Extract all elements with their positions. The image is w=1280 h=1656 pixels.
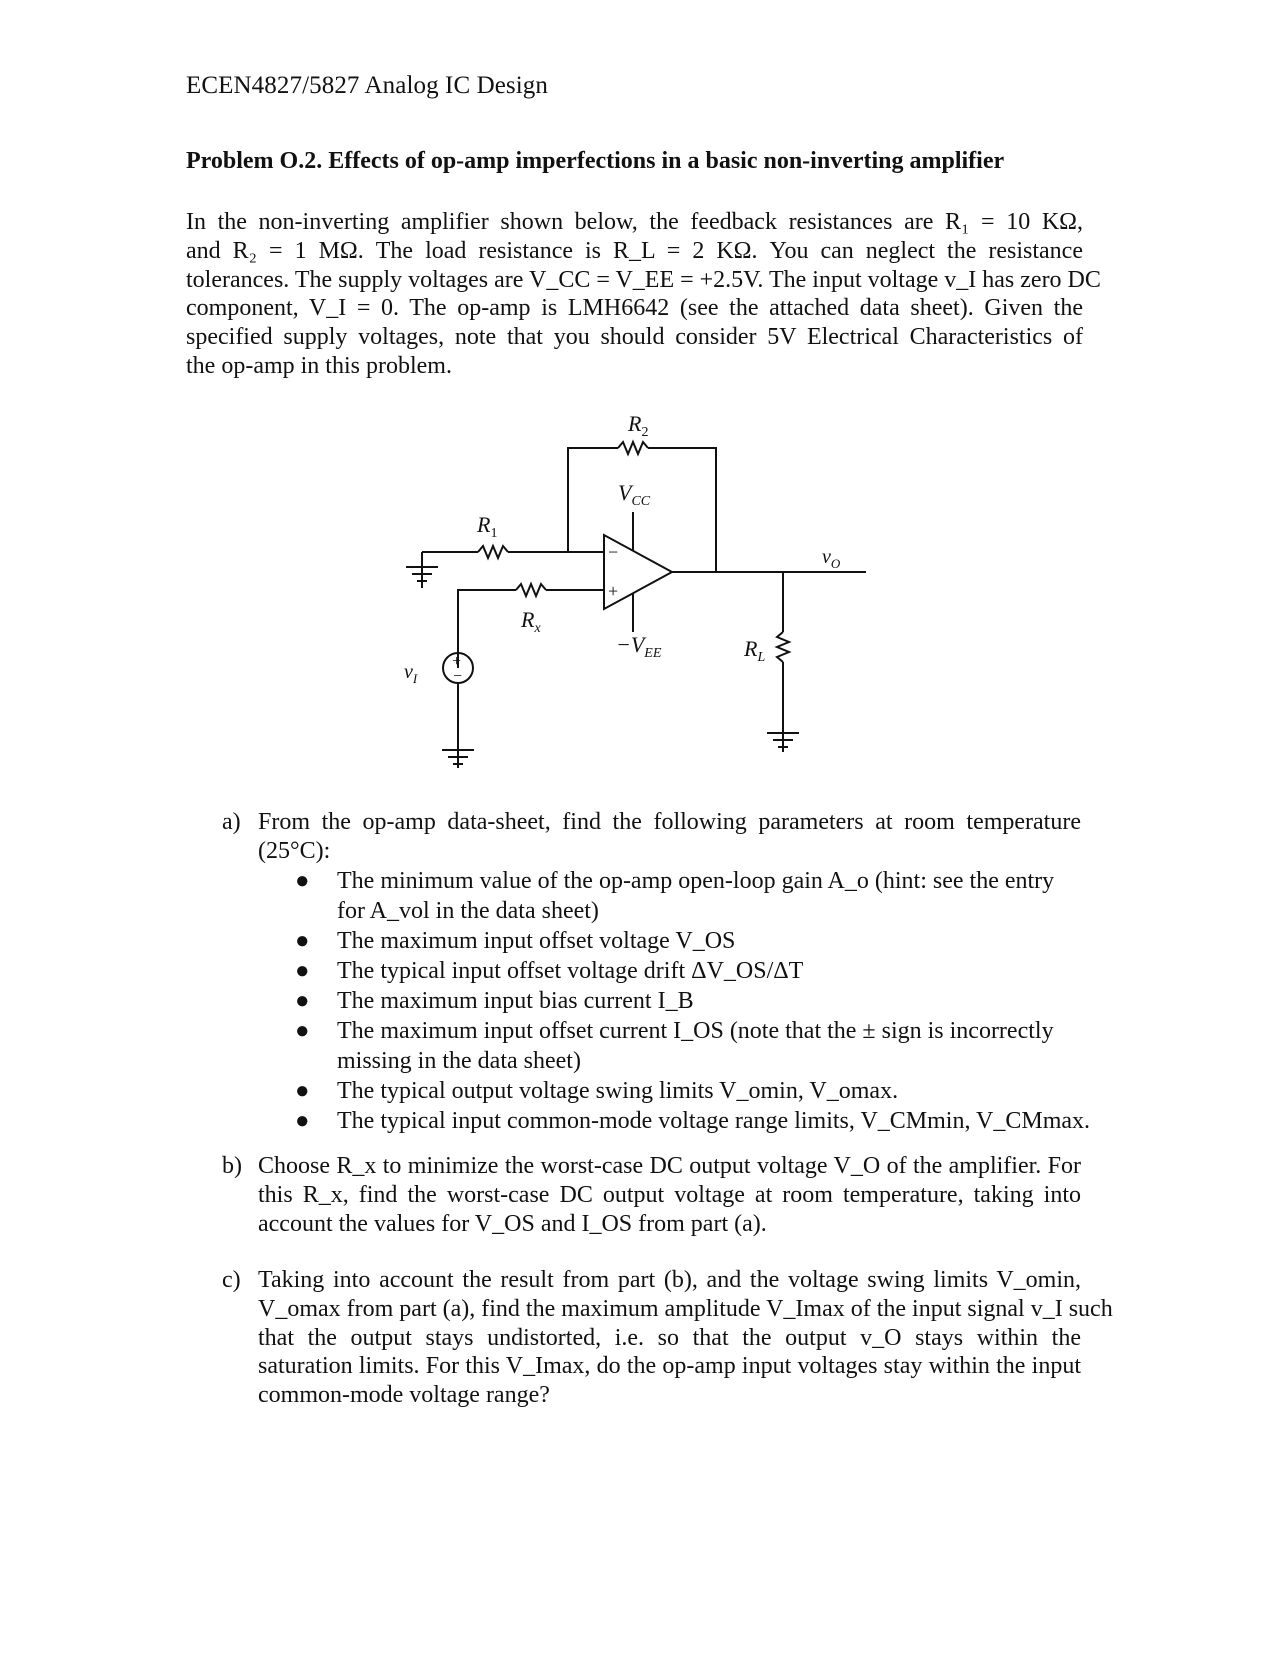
intro-line: In the non-inverting amplifier shown below, the feedback resistances are R₁ = 10 KΩ, bbox=[186, 209, 1083, 235]
r2-label: $R_2$ bbox=[628, 411, 649, 440]
list-item: ● The minimum value of the op-amp open-loop gain A_o (hint: see the entry for A_vol in the data sheet) bbox=[295, 868, 1055, 924]
bullet-icon: ● bbox=[295, 868, 310, 894]
r1-resistor bbox=[478, 546, 508, 558]
rl-label: $R_L$ bbox=[744, 636, 766, 665]
part-c-line: common-mode voltage range? bbox=[258, 1382, 550, 1409]
rl-resistor bbox=[777, 632, 789, 662]
course-header: ECEN4827/5827 Analog IC Design bbox=[186, 72, 549, 99]
bullet-icon: ● bbox=[295, 1018, 310, 1044]
part-a-line: (25°C): bbox=[258, 837, 331, 864]
bullet-icon: ● bbox=[295, 928, 310, 954]
op-amp-plus: + bbox=[608, 581, 619, 601]
part-c-line: saturation limits. For this V_Imax, do the op-amp input voltages stay within the input bbox=[258, 1353, 1081, 1380]
r2-resistor bbox=[618, 442, 648, 454]
r1-label: $R_1$ bbox=[477, 512, 498, 541]
problem-intro bbox=[186, 208, 1101, 381]
bullet-icon: ● bbox=[295, 1108, 310, 1134]
list-item: ● The maximum input bias current I_B bbox=[295, 988, 694, 1014]
part-c-line: that the output stays undistorted, i.e. so that the output v_O stays within the bbox=[258, 1324, 1081, 1351]
part-c-letter: c) bbox=[222, 1267, 241, 1293]
problem-title: Problem O.2. Effects of op-amp imperfections in a basic non-inverting amplifier bbox=[186, 148, 1005, 174]
part-a-line: From the op-amp data-sheet, find the following parameters at room temperature bbox=[258, 809, 1081, 835]
vo-label: $v_O$ bbox=[822, 546, 841, 571]
bullet-icon: ● bbox=[295, 988, 310, 1014]
part-c-line: V_omax from part (a), find the maximum amplitude V_Imax of the input signal v_I such bbox=[258, 1295, 1113, 1322]
part-c-text bbox=[258, 1266, 1113, 1410]
rx-label: $R_x$ bbox=[521, 607, 541, 636]
list-item: ● The typical output voltage swing limits V_omin, V_omax. bbox=[295, 1078, 899, 1104]
parameter-list bbox=[295, 866, 1090, 1136]
feedback-wire bbox=[568, 448, 618, 552]
feedback-wire bbox=[648, 448, 716, 572]
vee-label: $-V_{EE}$ bbox=[616, 632, 662, 661]
intro-line: specified supply voltages, note that you should consider 5V Electrical Characteristics of bbox=[186, 324, 1083, 351]
part-b-line: Choose R_x to minimize the worst-case DC output voltage V_O of the amplifier. For bbox=[258, 1153, 1081, 1179]
intro-line: the op-amp in this problem. bbox=[186, 352, 452, 379]
part-a-text bbox=[258, 808, 1081, 866]
source-minus: − bbox=[453, 668, 463, 685]
rx-resistor bbox=[516, 584, 546, 596]
part-c-line: Taking into account the result from part (b), and the voltage swing limits V_omin, bbox=[258, 1267, 1081, 1293]
intro-line: tolerances. The supply voltages are V_CC = V_EE = +2.5V. The input voltage v_I has zero DC bbox=[186, 266, 1101, 293]
intro-line: component, V_I = 0. The op-amp is LMH6642 (see the attached data sheet). Given the bbox=[186, 295, 1083, 322]
intro-line: and R₂ = 1 MΩ. The load resistance is R_L = 2 KΩ. You can neglect the resistance bbox=[186, 237, 1083, 264]
op-amp-minus: − bbox=[608, 542, 619, 562]
source-plus: + bbox=[452, 653, 462, 670]
list-item: ● The maximum input offset current I_OS (note that the ± sign is incorrectly missing in the data sheet) bbox=[295, 1018, 1054, 1074]
vi-label: $v_I$ bbox=[404, 661, 418, 686]
list-item: ● The maximum input offset voltage V_OS bbox=[295, 928, 736, 954]
vcc-label: $V_{CC}$ bbox=[618, 480, 651, 509]
list-item: ● The typical input common-mode voltage range limits, V_CMmin, V_CMmax. bbox=[295, 1108, 1091, 1134]
circuit-diagram bbox=[390, 405, 870, 775]
part-b-line: this R_x, find the worst-case DC output voltage at room temperature, taking into bbox=[258, 1181, 1081, 1208]
bullet-icon: ● bbox=[295, 958, 310, 984]
list-item: ● The typical input offset voltage drift ΔV_OS/ΔT bbox=[295, 958, 804, 984]
part-b-letter: b) bbox=[222, 1153, 242, 1179]
part-a-letter: a) bbox=[222, 809, 241, 835]
bullet-icon: ● bbox=[295, 1078, 310, 1104]
part-b-line: account the values for V_OS and I_OS from part (a). bbox=[258, 1210, 767, 1237]
part-b-text bbox=[258, 1152, 1081, 1238]
